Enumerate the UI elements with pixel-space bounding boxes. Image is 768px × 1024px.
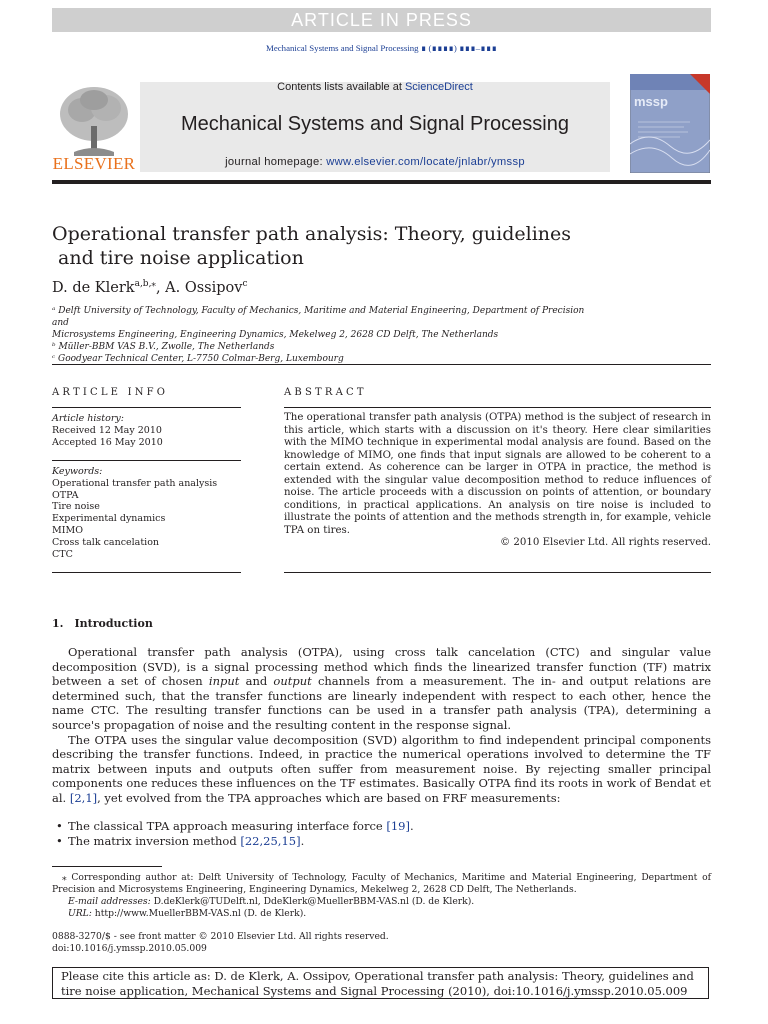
author-2-affil[interactable]: c xyxy=(242,279,248,289)
email-line xyxy=(52,896,711,908)
bullet-icon: • xyxy=(56,819,63,833)
intro-body xyxy=(52,645,711,806)
divider-info-bottom xyxy=(52,572,241,573)
keyword: Experimental dynamics xyxy=(52,513,166,525)
footnote-rule xyxy=(52,866,162,867)
affiliation-a: ᵃ Delft University of Technology, Faculty of Mechanics, Maritime and Material Engineering, Department of Precision and xyxy=(52,306,585,328)
keyword: MIMO xyxy=(52,524,83,536)
affiliation-a-cont: Microsystems Engineering, Engineering Dynamics, Mekelweg 2, 2628 CD Delft, The Netherlands xyxy=(52,330,499,340)
abstract-copyright: © 2010 Elsevier Ltd. All rights reserved. xyxy=(499,537,711,548)
affiliations xyxy=(52,305,592,365)
divider-history xyxy=(52,460,241,461)
p1-text-c: channels from a measurement. The in- and output relations are determined such, that the transfer functions are linearly independent with respect to each other, hence the name CTC. The resulting transfer functions can be used in a transfer path analysis (TPA), determining a source's propagation of noise and the resulting content in the response signal. xyxy=(52,674,712,732)
email-addresses[interactable]: D.deKlerk@TUDelft.nl, DdeKlerk@MuellerBBM-VAS.nl (D. de Klerk). xyxy=(150,896,475,907)
keyword: Tire noise xyxy=(52,501,100,513)
p1-input: input xyxy=(208,674,240,689)
affiliation-b: ᵇ Müller-BBM VAS B.V., Zwolle, The Netherlands xyxy=(52,342,275,352)
url-link[interactable]: http://www.MuellerBBM-VAS.nl (D. de Klerk). xyxy=(91,908,307,919)
keywords-block xyxy=(52,466,242,560)
footnotes xyxy=(52,872,711,920)
author-2[interactable]: , A. Ossipov xyxy=(155,279,243,296)
section-heading-introduction: 1. Introduction xyxy=(52,617,153,630)
article-title xyxy=(52,222,592,270)
p1-text-a: Operational transfer path analysis (OTPA), using cross talk cancelation (CTC) and singular value decomposition (SVD), is a signal processing method which finds the linearized transfer function (TF) matrix between a set of chosen xyxy=(52,645,711,689)
title-line-1: Operational transfer path analysis: Theory, guidelines xyxy=(52,223,572,245)
title-line-2: and tire noise application xyxy=(52,247,304,269)
elsevier-wordmark: ELSEVIER xyxy=(52,154,136,173)
article-info-heading: ARTICLE INFO xyxy=(52,387,169,398)
intro-paragraph-2 xyxy=(52,733,711,806)
bullet-text: The classical TPA approach measuring interface force xyxy=(68,819,387,833)
journal-homepage xyxy=(140,156,610,168)
article-history xyxy=(52,413,242,448)
p2-text-b: , yet evolved from the TPA approaches which are based on FRF measurements: xyxy=(97,790,561,805)
corresponding-author-note: ⁎ Corresponding author at: Delft University of Technology, Faculty of Mechanics, Maritime and Material Engineering, Department of Precision and Microsystems Engineering, Engineering Dynamics, Mekelweg 2, 2628 CD Delft, The Netherlands. xyxy=(52,872,711,895)
journal-cover-thumbnail[interactable] xyxy=(630,74,710,173)
running-head[interactable]: Mechanical Systems and Signal Processing ∎ (∎∎∎∎) ∎∎∎–∎∎∎ xyxy=(266,43,497,53)
divider-top xyxy=(52,364,711,365)
article-identifiers xyxy=(52,931,389,955)
bullet-end: . xyxy=(300,834,305,848)
homepage-link[interactable]: www.elsevier.com/locate/jnlabr/ymssp xyxy=(326,156,525,168)
history-label: Article history: xyxy=(52,413,124,424)
cover-mssp-label: mssp xyxy=(634,94,668,109)
header-rule xyxy=(52,180,711,184)
contents-prefix: Contents lists available at xyxy=(277,81,405,93)
citation-link[interactable]: [22,25,15] xyxy=(240,834,301,848)
url-line xyxy=(52,908,711,920)
accepted-date: Accepted 16 May 2010 xyxy=(52,436,163,448)
email-label: E-mail addresses: xyxy=(68,896,151,907)
sciencedirect-link[interactable]: ScienceDirect xyxy=(404,81,473,93)
keyword: Cross talk cancelation xyxy=(52,536,160,548)
cover-image-icon xyxy=(630,74,710,173)
doi-line[interactable]: doi:10.1016/j.ymssp.2010.05.009 xyxy=(52,943,207,954)
url-label: URL: xyxy=(68,908,92,919)
divider-abstract-bottom xyxy=(284,572,711,573)
abstract-heading: ABSTRACT xyxy=(284,387,367,398)
list-item xyxy=(52,819,711,834)
bullet-icon: • xyxy=(56,834,63,848)
authors xyxy=(52,279,248,296)
abstract-body xyxy=(284,412,711,550)
author-1-affil[interactable]: a,b,⁎ xyxy=(134,279,156,289)
keyword: Operational transfer path analysis xyxy=(52,477,218,489)
intro-paragraph-1 xyxy=(52,645,711,733)
citation-link[interactable]: [2,1] xyxy=(69,790,98,805)
contents-line xyxy=(140,81,610,93)
received-date: Received 12 May 2010 xyxy=(52,424,162,436)
affiliation-c: ᶜ Goodyear Technical Center, L-7750 Colmar-Berg, Luxembourg xyxy=(52,354,344,364)
bullet-text: The matrix inversion method xyxy=(68,834,241,848)
citation-link[interactable]: [19] xyxy=(386,819,410,833)
homepage-prefix: journal homepage: xyxy=(225,156,327,168)
p1-text-b: and xyxy=(239,674,274,689)
author-1[interactable]: D. de Klerk xyxy=(52,279,135,296)
intro-bullets xyxy=(52,819,711,849)
keyword: CTC xyxy=(52,548,73,560)
keywords-label: Keywords: xyxy=(52,466,103,477)
list-item xyxy=(52,834,711,849)
journal-title: Mechanical Systems and Signal Processing xyxy=(181,113,569,135)
p2-text-a: The OTPA uses the singular value decomposition (SVD) algorithm to find independent principal components describing the transfer functions. Indeed, in practice the numerical operations involved to determine the TF matrix between inputs and outputs often suffer from measurement noise. By rejecting smaller principal components one reduces these influences on the TF estimates. Basically OTPA find its roots in work of Bendat et al. xyxy=(52,732,711,805)
citation-box: Please cite this article as: D. de Klerk, A. Ossipov, Operational transfer path analysis: Theory, guidelines and tire noise application, Mechanical Systems and Signal Processing (2010), doi:10.1016/j.ymssp.2010.05.009 xyxy=(52,967,709,999)
article-in-press-banner: ARTICLE IN PRESS xyxy=(52,8,711,32)
p1-output: output xyxy=(273,674,312,689)
divider-abstract xyxy=(284,407,711,408)
divider-info xyxy=(52,407,241,408)
bullet-end: . xyxy=(409,819,414,833)
keyword: OTPA xyxy=(52,489,79,501)
abstract-text: The operational transfer path analysis (OTPA) method is the subject of research in this article, which starts with a discussion on it's theory. Here clear similarities with the MIMO technique in experimental modal analysis are found. Based on the knowledge of MIMO, one finds that input signals are allowed to be coherent to a certain extend. As coherence can be larger in OTPA in practice, the method is extended with the singular value decomposition method to reduce influences of noise. The article proceeds with a discussion on points of attention, or boundary conditions, in practical applications. An analysis on tire noise is included to illustrate the points of attention and the methods strength in, for example, vehicle TPA on tires. xyxy=(284,412,711,536)
issn-line: 0888-3270/$ - see front matter © 2010 Elsevier Ltd. All rights reserved. xyxy=(52,931,389,942)
